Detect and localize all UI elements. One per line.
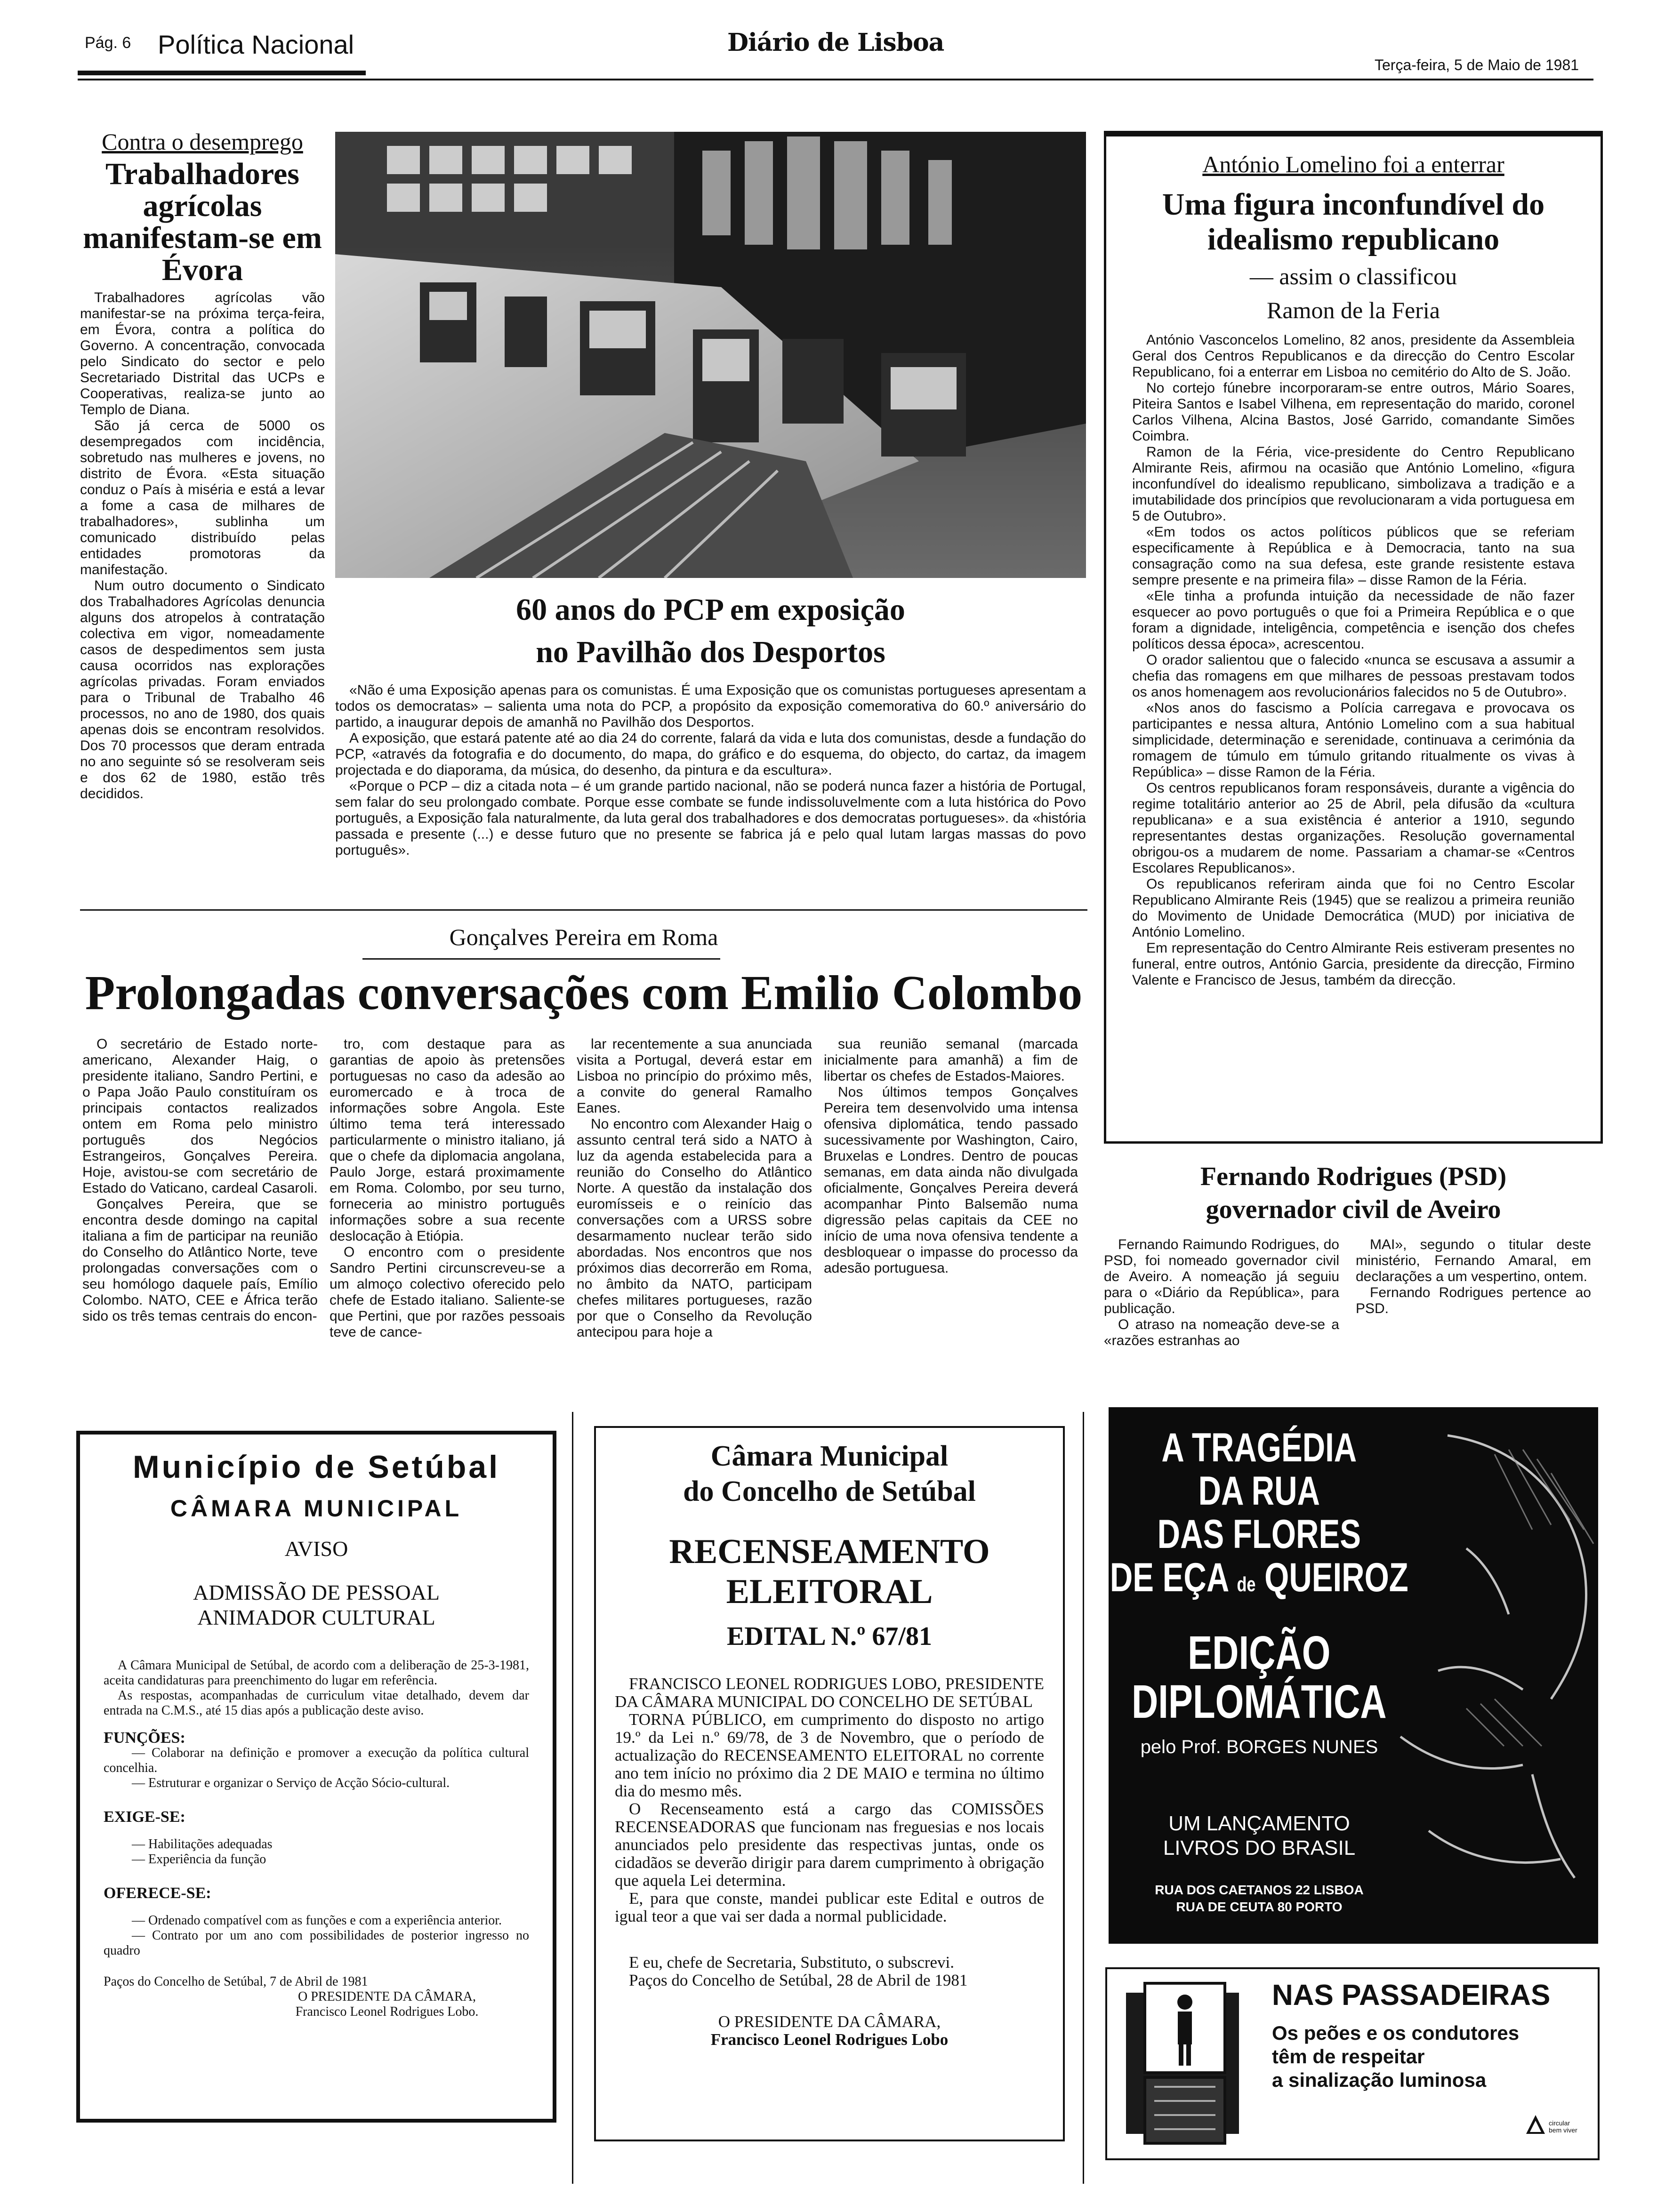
recenseamento-heading-1: RECENSEAMENTO — [669, 1532, 990, 1571]
colombo-kicker: Gonçalves Pereira em Roma — [449, 924, 718, 950]
aveiro-column-left — [1104, 1237, 1339, 1378]
book-ad-title-author-line — [1109, 1556, 1410, 1606]
evora-paragraph: Trabalhadores agrícolas vão manifestar-se na próxima terça-feira, em Évora, contra a política do Governo. A concentração, convocada pelo Sindicato do sector e pelo Secretariado Distrital das UCPs e Cooperativas, realiza-se junto ao Templo de Diana. — [80, 290, 325, 417]
recenseamento-title-1: Câmara Municipal — [710, 1440, 949, 1472]
recenseamento-ad — [594, 1426, 1065, 2141]
recenseamento-paragraph: O Recenseamento está a cargo das COMISSÕES RECENSEADORAS que funcionam nas freguesias e nos locais anunciados pelo presidente das respectivas juntas, onde os cidadãos se deverão dirigir para darem cumprimento à obrigação que aquela Lei determina. — [615, 1800, 1044, 1890]
setubal-ad-oferece: — Contrato por um ano com possibilidades de posterior ingresso no quadro — [104, 1928, 529, 1958]
recenseamento-lead: FRANCISCO LEONEL RODRIGUES LOBO, PRESIDENTE DA CÂMARA MUNICIPAL DO CONCELHO DE SETÚBAL — [615, 1675, 1044, 1711]
colombo-paragraph: sua reunião semanal (marcada inicialmente para amanhã) a fim de libertar os chefes de Estados-Maiores. — [824, 1036, 1078, 1084]
lomelino-subhead-2: Ramon de la Feria — [1267, 297, 1440, 323]
lomelino-paragraph: Os centros republicanos foram responsáveis, durante a vigência do regime totalitário anterior ao 25 de Abril, pela difusão da «cultura republicana» e a sua existência é anterior a 1910, segundo representantes destas organizações. Resolução governamental obrigou-os a mudarem de nome. Passariam a chamar-se «Centros Escolares Republicanos». — [1132, 780, 1575, 876]
page-number: Pág. 6 — [85, 34, 131, 52]
pcp-headline-line2: no Pavilhão dos Desportos — [536, 635, 885, 669]
lomelino-paragraph: No cortejo fúnebre incorporaram-se entre outros, Mário Soares, Piteira Santos e Isabel Vilhena, em representação do marido, coronel Carlos Vilhena, Alcina Bastos, José Garrido, comandante Simões Coimbra. — [1132, 380, 1575, 444]
setubal-ad-subtitle: CÂMARA MUNICIPAL — [170, 1495, 463, 1522]
book-ad-author-part: QUEIROZ — [1264, 1555, 1408, 1600]
colombo-paragraph: No encontro com Alexander Haig o assunto central terá sido a NATO à luz da agenda estabelecida para a reunião do Conselho do Atlântico Norte. A questão da instalação dos euromísseis e o reinício das conversações com a URSS sobre desarmamento nuclear terão sido abordadas. Nos encontros que nos próximos dias decorrerão em Roma, no âmbito da NATO, participam chefes militares portugueses, razão por que o Conselho da Revolução antecipou para hoje a — [577, 1116, 812, 1340]
setubal-ad-place-date: Paços do Concelho de Setúbal, 7 de Abril de 1981 — [104, 1974, 368, 1989]
book-ad-author: pelo Prof. BORGES NUNES — [1140, 1737, 1378, 1757]
lomelino-paragraph: «Ele tinha a profunda intuição da necessidade de não fazer esquecer ao povo português o que foi a Primeira República e o que foram a dignidade, inteligência, competência e isenção dos chefes políticos dessa época», acrescentou. — [1132, 588, 1575, 652]
evora-paragraph: São já cerca de 5000 os desempregados com incidência, sobretudo nas mulheres e jovens, no distrito de Évora. «Esta situação conduz o País à miséria e está a levar a fome a casa de milhares de trabalhadores», sublinha um comunicado distribuído pelas entidades promotoras da manifestação. — [80, 418, 325, 577]
setubal-ad-notice: AVISO — [284, 1537, 348, 1561]
issue-date: Terça-feira, 5 de Maio de 1981 — [1375, 56, 1579, 73]
recenseamento-paragraph: E, para que conste, mandei publicar este Edital e outros de igual teor a que vai ser dada a normal publicidade. — [615, 1889, 1044, 1925]
lomelino-subhead-1: — assim o classificou — [1249, 263, 1457, 289]
header-rule-thick — [78, 71, 366, 75]
pcp-body — [335, 682, 1086, 858]
setubal-ad-heading-1: ADMISSÃO DE PESSOAL — [193, 1580, 440, 1604]
setubal-ad-exige: — Experiência da função — [132, 1852, 266, 1867]
colombo-paragraph: tro, com destaque para as garantias de apoio às pretensões portuguesas no caso da adesão ao euromercado e à troca de informações sobre Angola. Este último tema terá interessado particularmente o ministro italiano, já que o chefe da diplomacia angolana, Paulo Jorge, estará proximamente em Roma. Colombo, por seu turno, forneceria ao ministro português informações sobre a sua recente deslocação à Etiópia. — [330, 1036, 565, 1244]
setubal-ad-signer-name: Francisco Leonel Rodrigues Lobo. — [295, 2004, 479, 2019]
passadeiras-line: têm de respeitar — [1272, 2045, 1425, 2068]
lomelino-paragraph: Em representação do Centro Almirante Reis estiveram presentes no funeral, entre outros, António Garcia, presidente da direcção, Firmino Valente e Francisco de Jesus, também da direcção. — [1132, 940, 1575, 988]
setubal-ad-body — [104, 1658, 529, 2020]
book-ad-title-line: A TRAGÉDIA — [1161, 1425, 1357, 1470]
lomelino-headline: Uma figura inconfundível do idealismo republicano — [1162, 187, 1545, 256]
exhibition-photo-drawing — [335, 132, 1086, 578]
ad-column-rule-2 — [1083, 1412, 1084, 2184]
colombo-column-1 — [82, 1036, 318, 1418]
pcp-paragraph: «Não é uma Exposição apenas para os comunistas. É uma Exposição que os comunistas portugueses apresentam a todos os democratas» – salienta uma nota do PCP, a propósito da exposição comemorativa do 60.º aniversário do partido, a inaugurar depois de amanhã no Pavilhão dos Desportos. — [335, 682, 1086, 730]
circular-logo-icon — [1521, 2110, 1550, 2139]
section-title: Política Nacional — [158, 30, 354, 59]
colombo-kicker-rule — [362, 958, 720, 960]
section-divider — [80, 909, 1087, 911]
lomelino-paragraph: Ramon de la Féria, vice-presidente do Centro Republicano Almirante Reis, afirmou na ocasião que António Lomelino, «figura inconfundível do idealismo republicano, simbolizava a tradição e a imutabilidade dos princípios que revolucionaram a vida portuguesa em 5 de Outubro». — [1132, 444, 1575, 524]
setubal-ad-intro: A Câmara Municipal de Setúbal, de acordo com a deliberação de 25-3-1981, aceita candidaturas para preenchimento do lugar em referência. — [104, 1658, 529, 1688]
setubal-ad-exige-label: EXIGE-SE: — [104, 1808, 185, 1826]
pcp-paragraph: A exposição, que estará patente até ao dia 24 do corrente, falará da vida e luta dos comunistas, desde a fundação do PCP, «através da fotografia e do documento, do mapa, do gráfico e do esquema, do objecto, do cartaz, da imagem projectada e do diaporama, da música, do desenho, da pintura e da escultura». — [335, 730, 1086, 778]
book-ad-address-2: RUA DE CEUTA 80 PORTO — [1176, 1899, 1343, 1914]
book-ad-title-line: DA RUA — [1198, 1468, 1320, 1514]
setubal-ad-exige: — Habilitações adequadas — [132, 1837, 273, 1851]
book-ad-edition — [1109, 1627, 1387, 1728]
aveiro-paragraph: Fernando Raimundo Rodrigues, do PSD, foi nomeado governador civil de Aveiro. A nomeação já seguiu para o «Diário da República», para publicação. — [1104, 1237, 1339, 1316]
pcp-paragraph: «Porque o PCP – diz a citada nota – é um grande partido nacional, não se poderá nunca fazer a história de Portugal, sem falar do seu prolongado combate. Porque esse combate se funde indissoluvelmente com a luta histórica do Povo português, a Exposição fala naturalmente, da luta geral dos trabalhadores e dos democratas portugueses». da «história passada e presente (...) e desse futuro que no presente se fabrica já e pelo qual lutam largas massas do povo português». — [335, 778, 1086, 858]
book-ad-launch-1: UM LANÇAMENTO — [1168, 1812, 1350, 1835]
lomelino-box-top-rule — [1104, 131, 1603, 136]
colombo-column-3 — [577, 1036, 812, 1418]
setubal-ad-funcoes-label: FUNÇÕES: — [104, 1729, 185, 1747]
colombo-paragraph: Gonçalves Pereira, que se encontra desde domingo na capital italiana a fim de participar na reunião do Conselho do Atlântico Norte, teve prolongadas conversações com o seu homólogo daquele país, Emílio Colombo. NATO, CEE e África terão sido os três temas centrais do encon- — [82, 1196, 318, 1324]
book-ad-title — [1109, 1425, 1408, 1606]
masthead-logo: Diário de Lisboa — [727, 28, 944, 57]
passadeiras-line: a sinalização luminosa — [1272, 2069, 1487, 2091]
setubal-ad-signer-title: O PRESIDENTE DA CÂMARA, — [298, 1989, 476, 2004]
evora-body — [80, 290, 325, 802]
pcp-headline-line1: 60 anos do PCP em exposição — [516, 593, 905, 627]
recenseamento-heading-2: ELEITORAL — [726, 1572, 933, 1611]
aveiro-headline-line1: Fernando Rodrigues (PSD) — [1200, 1162, 1507, 1191]
lomelino-paragraph: O orador salientou que o falecido «nunca se escusava a assumir a chefia das romagens em que milhares de pessoas prestavam todos os anos homenagem aos revolucionários falecidos no 5 de Outubro». — [1132, 652, 1575, 700]
passadeiras-line: Os peões e os condutores — [1272, 2022, 1520, 2044]
recenseamento-closing: E eu, chefe de Secretaria, Substituto, o subscrevi. — [629, 1953, 955, 1972]
colombo-headline: Prolongadas conversações com Emilio Colombo — [85, 966, 1083, 1020]
setubal-ad-funcao: — Colaborar na definição e promover a execução da política cultural concelhia. — [104, 1746, 529, 1775]
colombo-paragraph: O encontro com o presidente Sandro Pertini circunscreveu-se a um almoço colectivo oferecido pelo chefe de Estado italiano. Saliente-se que Pertini, que por razões pessoais teve de cance- — [330, 1244, 565, 1340]
recenseamento-signer-name: Francisco Leonel Rodrigues Lobo — [710, 2030, 949, 2049]
setubal-ad-title: Município de Setúbal — [132, 1449, 500, 1485]
setubal-ad-heading-2: ANIMADOR CULTURAL — [197, 1605, 435, 1629]
recenseamento-signer-title: O PRESIDENTE DA CÂMARA, — [718, 2012, 941, 2031]
recenseamento-place-date: Paços do Concelho de Setúbal, 28 de Abril de 1981 — [629, 1971, 968, 1989]
colombo-paragraph: O secretário de Estado norte-americano, Alexander Haig, o presidente italiano, Sandro Pertini, e o Papa João Paulo constituíram os principais contactos realizados ontem em Roma pelo ministro português dos Negócios Estrangeiros, Gonçalves Pereira. Hoje, avistou-se com secretário de Estado do Vaticano, cardeal Casaroli. — [82, 1036, 318, 1196]
lomelino-paragraph: Os republicanos referiram ainda que foi no Centro Escolar Republicano Almirante Reis (1945) que se realizou a primeira reunião do Movimento de Unidade Democrática (MUD) por iniciativa de António Lomelino. — [1132, 876, 1575, 940]
colombo-paragraph: lar recentemente a sua anunciada visita a Portugal, deverá estar em Lisboa no princípio do próximo mês, a convite do general Ramalho Eanes. — [577, 1036, 812, 1116]
passadeiras-title: NAS PASSADEIRAS — [1272, 1979, 1551, 2012]
lomelino-kicker: António Lomelino foi a enterrar — [1202, 151, 1504, 177]
ad-column-rule-1 — [572, 1412, 573, 2184]
circular-logo-text: circular bem viver — [1549, 2119, 1577, 2134]
book-ad-launch-2: LIVROS DO BRASIL — [1163, 1836, 1356, 1859]
setubal-ad-oferece-label: OFERECE-SE: — [104, 1884, 211, 1902]
setubal-ad — [76, 1431, 556, 2123]
aveiro-paragraph: MAI», segundo o titular deste ministério, Fernando Amaral, em declarações a um vespertino, ontem. — [1356, 1237, 1591, 1284]
evora-headline: Trabalhadores agrícolas manifestam-se em Évora — [83, 157, 322, 287]
lomelino-paragraph: «Em todos os actos políticos públicos que se referiam especificamente à República e à Democracia, tanto na sua consagração como na sua defesa, este grande resistente estava sempre presente e na primeira fila» – disse Ramon de la Féria. — [1132, 524, 1575, 588]
book-ad-address-1: RUA DOS CAETANOS 22 LISBOA — [1155, 1883, 1364, 1897]
aveiro-paragraph: Fernando Rodrigues pertence ao PSD. — [1356, 1285, 1591, 1316]
book-ad — [1109, 1407, 1598, 1944]
colombo-column-2 — [330, 1036, 565, 1418]
setubal-ad-intro-2: As respostas, acompanhadas de curriculum vitae detalhado, devem dar entrada na C.M.S., até 15 dias após a publicação deste aviso. — [104, 1688, 529, 1718]
aveiro-column-right — [1356, 1237, 1591, 1378]
lomelino-article — [1123, 151, 1584, 988]
setubal-ad-funcao: — Estruturar e organizar o Serviço de Acção Sócio-cultural. — [132, 1776, 450, 1790]
passadeiras-ad — [1105, 1967, 1600, 2160]
book-ad-edition-line: EDIÇÃO — [1188, 1627, 1331, 1679]
recenseamento-edital: EDITAL N.º 67/81 — [727, 1622, 932, 1651]
book-ad-author-part: de — [1237, 1573, 1256, 1596]
circular-logo — [1521, 2110, 1578, 2153]
setubal-ad-oferece: — Ordenado compatível com as funções e com a experiência anterior. — [132, 1913, 502, 1928]
evora-article — [80, 128, 325, 886]
colombo-paragraph: Nos últimos tempos Gonçalves Pereira tem desenvolvido uma intensa ofensiva diplomática, tendo passado sucessivamente por Washington, Cairo, Bruxelas e Londres. Dentro de poucas semanas, em data ainda não divulgada oficialmente, Gonçalves Pereira deverá acompanhar Pinto Balsemão numa digressão pelas capitais da CEE no início de uma nova ofensiva tendente a desbloquear o impasse do processo da adesão portuguesa. — [824, 1084, 1078, 1276]
aveiro-paragraph: O atraso na nomeação deve-se a «razões estranhas ao — [1104, 1317, 1339, 1348]
recenseamento-paragraph: TORNA PÚBLICO, em cumprimento do disposto no artigo 19.º da Lei n.º 69/78, de 3 de Novembro, que o período de actualização do RECENSEAMENTO ELEITORAL no corrente ano tem início no próximo dia 2 DE MAIO e termina no último dia do mesmo mês. — [615, 1710, 1044, 1800]
pedestrian-signal-icon — [1117, 1969, 1248, 2157]
book-ad-edition-line: DIPLOMÁTICA — [1131, 1675, 1387, 1728]
book-ad-title-line: DAS FLORES — [1157, 1512, 1361, 1557]
lomelino-paragraph: «Nos anos do fascismo a Polícia carregava e provocava os participantes e nessa altura, António Lomelino com a sua habitual simplicidade, determinação e serenidade, continuava a cerimónia da romagem de túmulo em túmulo gritando ritualmente os vivas à República» – disse Ramon de la Féria. — [1132, 700, 1575, 780]
lomelino-body — [1123, 332, 1584, 988]
recenseamento-body — [615, 1675, 1044, 2049]
evora-kicker: Contra o desemprego — [102, 128, 303, 155]
exhibition-photo — [335, 132, 1086, 578]
header-rule — [78, 79, 1593, 80]
book-ad-author-part: DE EÇA — [1110, 1555, 1228, 1600]
aveiro-headline-line2: governador civil de Aveiro — [1206, 1195, 1501, 1224]
recenseamento-title-2: do Concelho de Setúbal — [683, 1475, 976, 1507]
lomelino-paragraph: António Vasconcelos Lomelino, 82 anos, presidente da Assembleia Geral dos Centros Republicanos e da direcção do Centro Escolar Republicano, foi a enterrar em Lisboa no cemitério do Alto de S. João. — [1132, 332, 1575, 380]
colombo-column-4 — [824, 1036, 1078, 1418]
evora-paragraph: Num outro documento o Sindicato dos Trabalhadores Agrícolas denuncia alguns dos atropelos à contratação colectiva em vigor, nomeadamente casos de despedimentos sem justa causa ocorridos nas explorações agrícolas privadas. Foram enviados para o Tribunal de Trabalho 46 processos, no ano de 1980, dos quais apenas dois se encontram resolvidos. Dos 70 processos que deram entrada no ano seguinte só se resolveram seis e dos 62 de 1980, estão três decididos. — [80, 578, 325, 801]
